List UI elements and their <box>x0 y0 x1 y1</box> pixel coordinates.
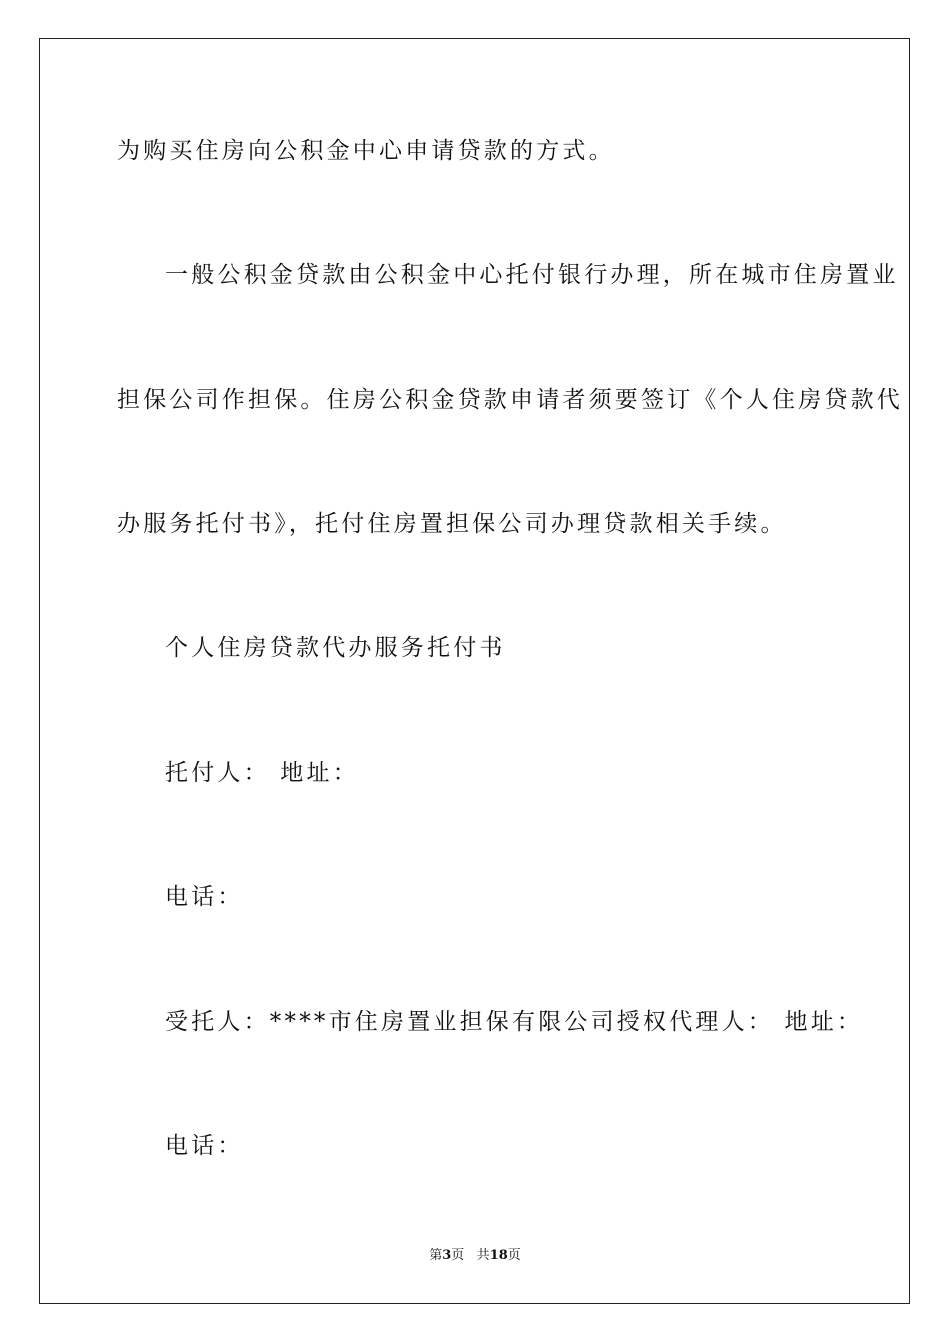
page-footer <box>0 1247 950 1265</box>
footer-total-pages: 18 <box>489 1248 508 1263</box>
footer-prefix: 第 <box>429 1248 443 1263</box>
principal-address-line: 托付人： 地址： <box>165 760 359 786</box>
footer-current-page: 3 <box>442 1248 452 1263</box>
agent-line: 受托人：****市住房置业担保有限公司授权代理人： 地址： <box>165 1009 864 1035</box>
footer-total-prefix: 共 <box>476 1248 490 1263</box>
paragraph-line-1: 为购买住房向公积金中心申请贷款的方式。 <box>117 138 615 164</box>
paragraph-line-2: 一般公积金贷款由公积金中心托付银行办理，所在城市住房置业 <box>165 262 899 288</box>
principal-phone-line: 电话： <box>165 884 244 910</box>
footer-page-suffix: 页 <box>451 1248 465 1263</box>
form-title: 个人住房贷款代办服务托付书 <box>165 635 506 661</box>
page-border <box>39 38 910 1304</box>
paragraph-line-4: 办服务托付书》，托付住房置担保公司办理贷款相关手续。 <box>117 511 787 537</box>
paragraph-line-3: 担保公司作担保。住房公积金贷款申请者须要签订《个人住房贷款代 <box>117 387 903 413</box>
footer-total-suffix: 页 <box>507 1248 521 1263</box>
agent-phone-line: 电话： <box>165 1133 244 1159</box>
